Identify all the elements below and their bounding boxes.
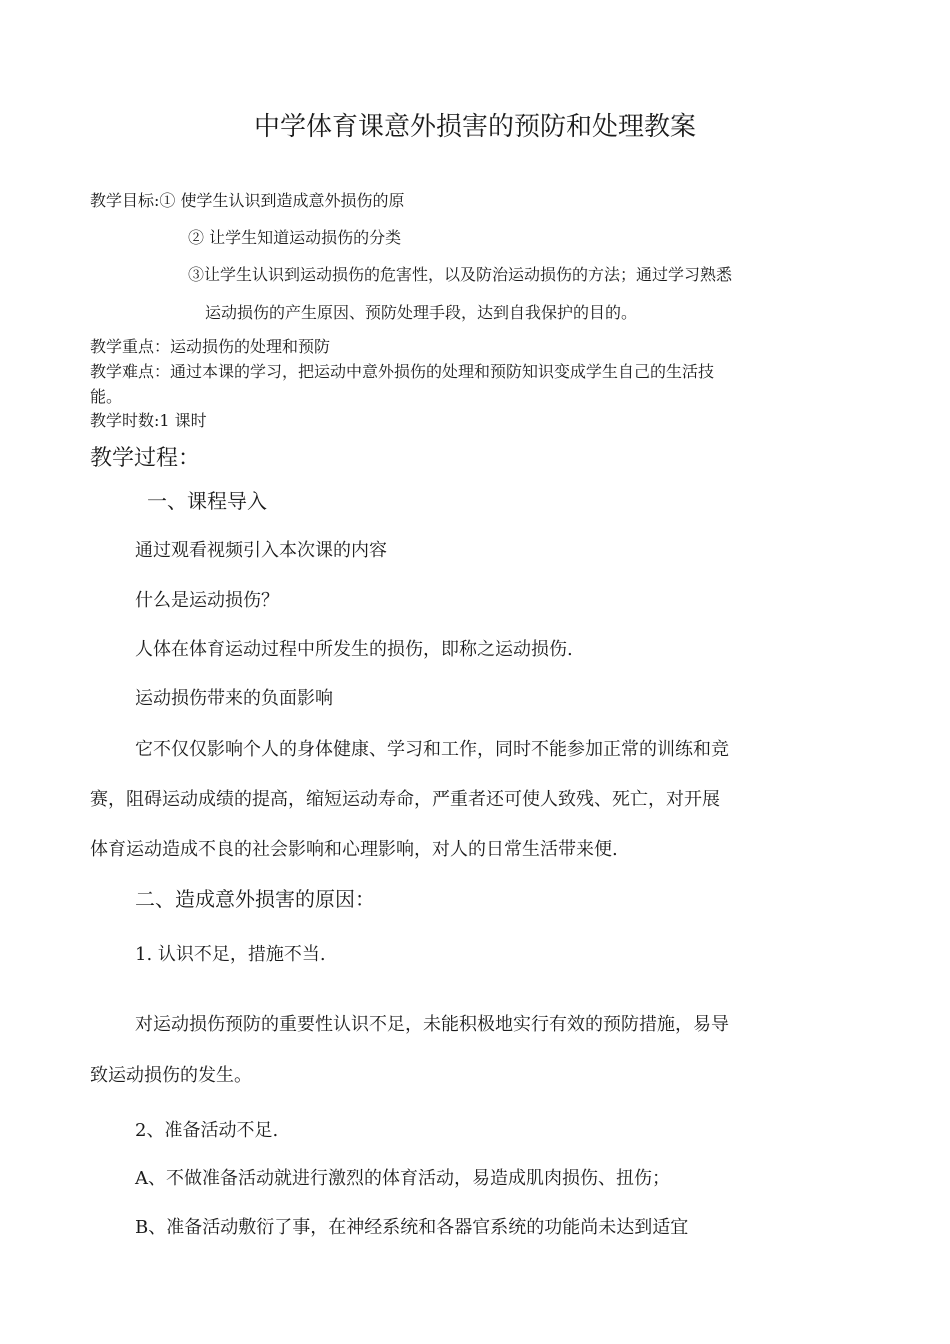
difficulty-line-1: 教学难点：通过本课的学习，把运动中意外损伤的处理和预防知识变成学生自己的生活技 (90, 362, 715, 381)
section-1-paragraph-3: 人体在体育运动过程中所发生的损伤，即称之运动损伤. (135, 639, 573, 660)
teaching-hours: 教学时数:1 课时 (90, 411, 207, 430)
section-1-heading: 一、课程导入 (147, 489, 267, 513)
objectives-line-1 (90, 193, 405, 209)
difficulty-line-2: 能。 (90, 387, 123, 406)
process-heading: 教学过程： (90, 446, 201, 471)
key-point: 教学重点：运动损伤的处理和预防 (90, 337, 331, 356)
section-2-heading: 二、造成意外损害的原因： (135, 887, 375, 911)
objective-item-3-line-2: 运动损伤的产生原因、预防处理手段，达到自我保护的目的。 (205, 303, 638, 322)
section-2-item-1-desc-line-1: 对运动损伤预防的重要性认识不足，未能积极地实行有效的预防措施，易导 (135, 1014, 729, 1035)
section-1-paragraph-1: 通过观看视频引入本次课的内容 (135, 540, 387, 561)
objectives-label: 教学目标: (90, 191, 160, 210)
section-1-paragraph-5-line-1: 它不仅仅影响个人的身体健康、学习和工作，同时不能参加正常的训练和竞 (135, 739, 729, 760)
section-2-item-1: 1. 认识不足，措施不当. (135, 944, 326, 965)
section-2-item-2-b: B、准备活动敷衍了事，在神经系统和各器官系统的功能尚未达到适宜 (135, 1217, 689, 1238)
section-2-item-1-desc-line-2: 致运动损伤的发生。 (90, 1065, 252, 1086)
section-1-paragraph-5-line-3: 体育运动造成不良的社会影响和心理影响，对人的日常生活带来便. (90, 839, 618, 860)
document-title: 中学体育课意外损害的预防和处理教案 (253, 112, 696, 142)
section-2-item-2-a: A、不做准备活动就进行激烈的体育活动，易造成肌肉损伤、扭伤； (135, 1168, 670, 1189)
objective-item-3-line-1: ③让学生认识到运动损伤的危害性，以及防治运动损伤的方法；通过学习熟悉 (188, 265, 733, 284)
section-2-item-2: 2、准备活动不足. (135, 1120, 279, 1141)
section-1-paragraph-5-line-2: 赛，阻碍运动成绩的提高，缩短运动寿命，严重者还可使人致残、死亡，对开展 (90, 789, 720, 810)
objective-item-2: ② 让学生知道运动损伤的分类 (188, 228, 402, 247)
section-1-paragraph-4: 运动损伤带来的负面影响 (135, 688, 333, 709)
section-1-paragraph-2: 什么是运动损伤？ (135, 590, 279, 611)
objective-item-1: ① 使学生认识到造成意外损伤的原 (159, 191, 405, 210)
